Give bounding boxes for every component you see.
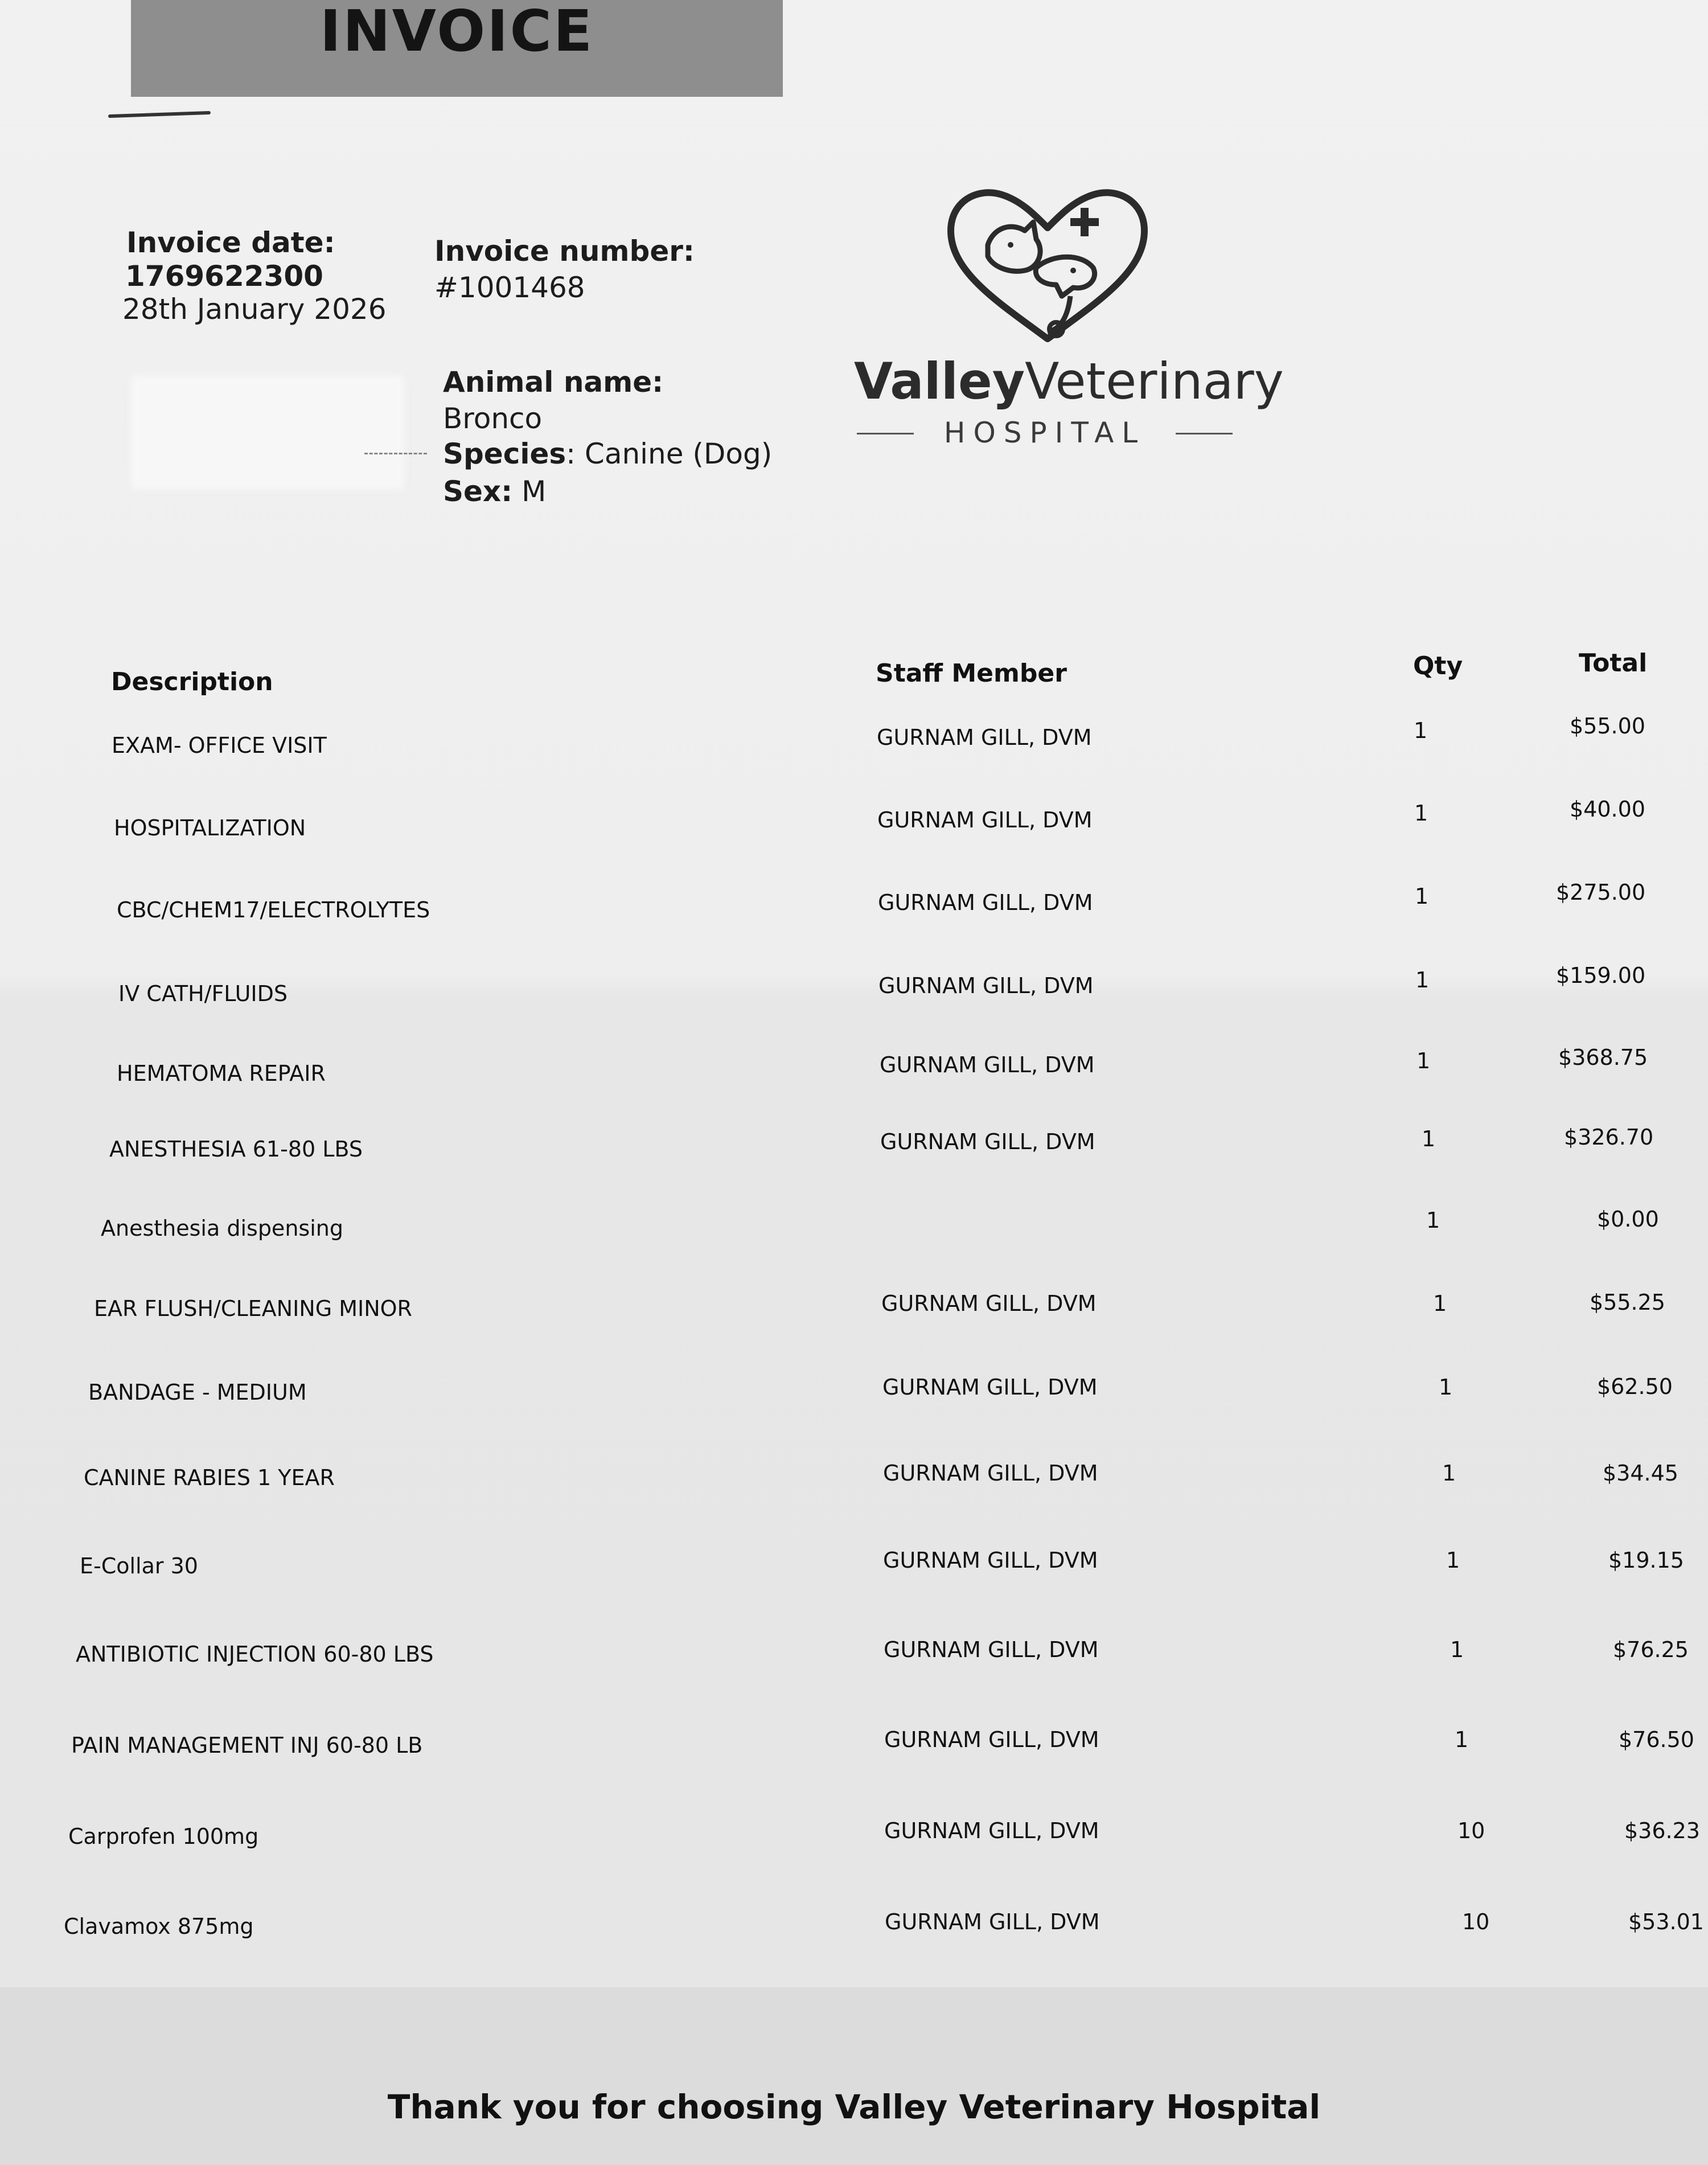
clinic-name-part1: Valley xyxy=(854,352,1025,411)
clinic-subtitle: HOSPITAL xyxy=(943,416,1146,449)
row-qty: 1 xyxy=(1414,801,1428,826)
row-staff: GURNAM GILL, DVM xyxy=(884,1818,1099,1843)
row-description: EXAM- OFFICE VISIT xyxy=(112,733,327,758)
footer-band xyxy=(0,1987,1708,2165)
row-staff: GURNAM GILL, DVM xyxy=(881,1291,1097,1316)
row-qty: 10 xyxy=(1462,1909,1490,1934)
row-qty: 1 xyxy=(1455,1727,1469,1752)
animal-name-label: Animal name: xyxy=(443,366,664,399)
row-total: $326.70 xyxy=(1564,1125,1654,1150)
row-total: $76.25 xyxy=(1613,1637,1689,1662)
row-total: $368.75 xyxy=(1558,1045,1648,1070)
invoice-date-label: Invoice date: xyxy=(126,226,335,259)
row-qty: 1 xyxy=(1446,1548,1460,1573)
row-qty: 1 xyxy=(1439,1375,1453,1400)
animal-sex xyxy=(443,474,546,509)
animal-sex-value: M xyxy=(512,475,547,508)
animal-species xyxy=(443,436,772,471)
row-total: $55.25 xyxy=(1590,1290,1665,1315)
row-staff: GURNAM GILL, DVM xyxy=(880,1129,1095,1154)
row-staff: GURNAM GILL, DVM xyxy=(880,1052,1095,1077)
row-qty: 1 xyxy=(1415,967,1430,993)
row-qty: 1 xyxy=(1422,1126,1436,1151)
row-staff: GURNAM GILL, DVM xyxy=(883,1461,1098,1486)
invoice-date-code: 1769622300 xyxy=(125,260,323,293)
row-total: $36.23 xyxy=(1624,1818,1700,1843)
row-total: $159.00 xyxy=(1556,963,1646,988)
row-total: $19.15 xyxy=(1608,1548,1684,1573)
redacted-owner-block xyxy=(131,376,404,490)
row-qty: 10 xyxy=(1457,1818,1485,1843)
thank-you-message: Thank you for choosing Valley Veterinary Hospital xyxy=(387,2088,1321,2126)
row-staff: GURNAM GILL, DVM xyxy=(877,725,1092,750)
row-staff: GURNAM GILL, DVM xyxy=(884,1637,1099,1662)
subtitle-rule-right xyxy=(1176,433,1233,434)
animal-species-label: Species xyxy=(443,437,566,470)
invoice-number-label: Invoice number: xyxy=(434,235,695,268)
row-description: EAR FLUSH/CLEANING MINOR xyxy=(94,1296,412,1321)
clinic-subtitle-wrap xyxy=(857,416,1233,450)
animal-species-value: : Canine (Dog) xyxy=(566,437,773,470)
row-description: E-Collar 30 xyxy=(80,1553,198,1578)
row-description: IV CATH/FLUIDS xyxy=(118,981,288,1006)
subtitle-rule-left xyxy=(857,433,914,434)
invoice-date-text: 28th January 2026 xyxy=(122,293,387,326)
row-staff: GURNAM GILL, DVM xyxy=(882,1375,1098,1400)
row-total: $0.00 xyxy=(1597,1207,1659,1232)
invoice-title: INVOICE xyxy=(319,0,594,64)
row-description: PAIN MANAGEMENT INJ 60-80 LB xyxy=(71,1733,423,1758)
header-total: Total xyxy=(1579,649,1648,678)
row-description: HOSPITALIZATION xyxy=(114,815,306,840)
row-total: $55.00 xyxy=(1570,714,1645,739)
animal-name-value: Bronco xyxy=(443,402,543,435)
row-description: ANTIBIOTIC INJECTION 60-80 LBS xyxy=(76,1642,434,1667)
row-description: CANINE RABIES 1 YEAR xyxy=(84,1465,335,1490)
heart-cat-dog-stethoscope-icon xyxy=(939,182,1156,347)
row-qty: 1 xyxy=(1417,1048,1431,1073)
row-qty: 1 xyxy=(1433,1291,1447,1316)
row-qty: 1 xyxy=(1442,1461,1456,1486)
animal-sex-label: Sex: xyxy=(443,475,513,508)
row-total: $62.50 xyxy=(1597,1374,1673,1399)
row-staff: GURNAM GILL, DVM xyxy=(883,1548,1098,1573)
row-description: HEMATOMA REPAIR xyxy=(117,1061,326,1086)
row-description: ANESTHESIA 61-80 LBS xyxy=(109,1137,363,1162)
row-description: Carprofen 100mg xyxy=(68,1824,259,1849)
row-qty: 1 xyxy=(1414,718,1428,743)
invoice-number-value: #1001468 xyxy=(434,271,585,304)
row-description: BANDAGE - MEDIUM xyxy=(88,1380,307,1405)
row-description: Clavamox 875mg xyxy=(64,1914,254,1939)
redaction-dash xyxy=(364,453,427,454)
row-staff: GURNAM GILL, DVM xyxy=(877,807,1093,833)
row-staff: GURNAM GILL, DVM xyxy=(878,890,1093,915)
row-staff: GURNAM GILL, DVM xyxy=(884,1727,1099,1752)
row-total: $34.45 xyxy=(1603,1461,1678,1486)
header-description: Description xyxy=(111,667,273,696)
row-staff: GURNAM GILL, DVM xyxy=(878,973,1094,998)
row-description: Anesthesia dispensing xyxy=(101,1216,343,1241)
row-total: $40.00 xyxy=(1570,797,1645,822)
row-total: $275.00 xyxy=(1556,880,1646,905)
row-total: $76.50 xyxy=(1619,1727,1694,1752)
clinic-name-part2: Veterinary xyxy=(1025,352,1284,411)
row-description: CBC/CHEM17/ELECTROLYTES xyxy=(117,897,430,922)
row-total: $53.01 xyxy=(1628,1909,1704,1934)
header-staff: Staff Member xyxy=(876,659,1067,688)
row-staff: GURNAM GILL, DVM xyxy=(885,1909,1100,1934)
clinic-name xyxy=(854,352,1284,411)
header-qty: Qty xyxy=(1413,651,1463,680)
row-qty: 1 xyxy=(1426,1208,1440,1233)
invoice-banner xyxy=(131,0,783,97)
row-qty: 1 xyxy=(1415,884,1429,909)
row-qty: 1 xyxy=(1450,1637,1464,1662)
